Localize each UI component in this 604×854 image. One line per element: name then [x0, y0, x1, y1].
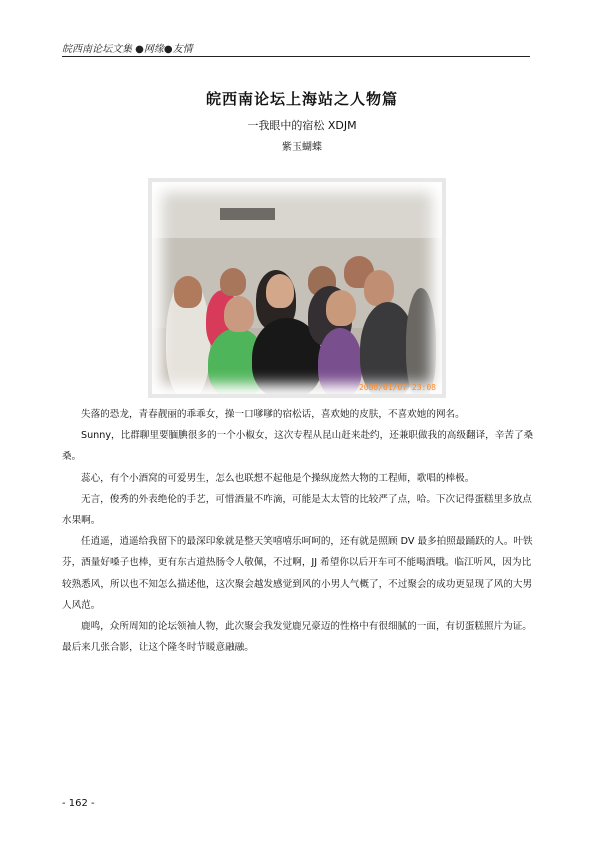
- page-number: - 162 -: [62, 798, 95, 809]
- photo-vignette-frame: [148, 178, 446, 398]
- article-author: 紫玉蝴蝶: [282, 142, 322, 153]
- paragraph: 任逍遥，逍遥给我留下的最深印象就是整天笑嘻嘻乐呵呵的，还有就是照顾 DV 最多拍照最踊跃的人。叶铁芬，酒量好嗓子也棒，更有东古道热肠令人敬佩，不过啊，JJ 希望你以后开车可不能喝酒哦。临江听风，因为比较熟悉风，所以也不知怎么描述他，这次聚会越发感觉到风的小男人气概了，不过聚会的成功更显现了风的大男人风范。: [62, 536, 533, 611]
- paragraph: 鹿鸣，众所周知的论坛领袖人物，此次聚会我发觉鹿兄豪迈的性格中有很细腻的一面，有切蛋糕照片为证。最后来几张合影，让这个隆冬时节暖意融融。: [62, 621, 532, 654]
- running-header: 皖西南论坛文集 ●网缘●友情: [62, 44, 193, 55]
- group-photo: [148, 178, 446, 398]
- header-rule: [62, 56, 530, 57]
- paragraph: 蕊心，有个小酒窝的可爱男生，怎么也联想不起他是个操纵庞然大物的工程师，歌唱的棒极。: [81, 472, 475, 484]
- article-title: 皖西南论坛上海站之人物篇: [205, 90, 398, 108]
- paragraph: 失落的恐龙，青春靓丽的乖乖女，操一口嗲嗲的宿松话，喜欢她的皮肤，不喜欢她的网名。: [81, 409, 465, 420]
- article-subtitle: 一我眼中的宿松 XDJM: [247, 119, 357, 132]
- photo-timestamp: 2008/01/07 23:08: [358, 383, 436, 392]
- article-body: [62, 404, 534, 658]
- paragraph: 无言，俊秀的外表绝伦的手艺，可惜酒量不咋滴，可能是太太管的比较严了点，哈。下次记得蛋糕里多放点水果啊。: [62, 493, 532, 527]
- paragraph: Sunny，比群聊里要腼腆很多的一个小椒女，这次专程从昆山赶来赴约，还兼职做我的高级翻译，辛苦了桑桑。: [62, 430, 534, 463]
